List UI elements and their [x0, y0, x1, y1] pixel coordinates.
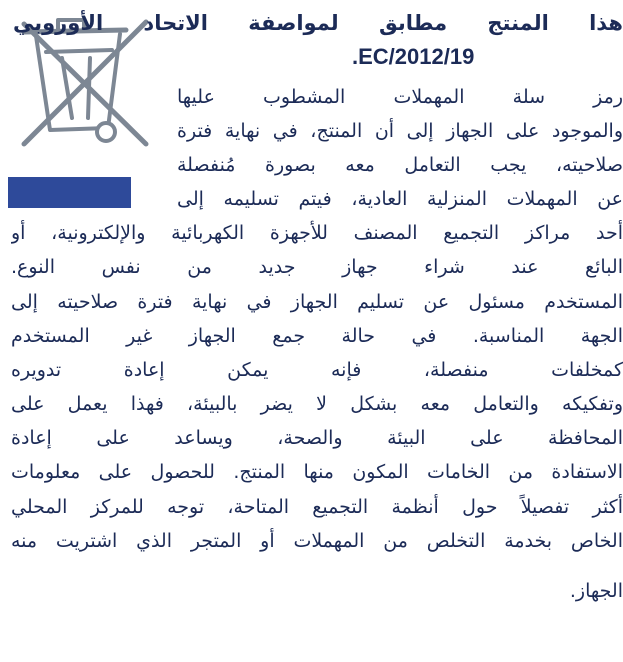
text-line-4: عن المهملات المنزلية العادية، فيتم تسليمه إلى — [177, 188, 623, 210]
text-line-1: رمز سلة المهملات المشطوب عليها — [177, 86, 623, 108]
text-line-8: الجهة المناسبة. في حالة جمع الجهاز غير المستخدم — [11, 325, 623, 347]
text-line-7: المستخدم مسئول عن تسليم الجهاز في نهاية فترة صلاحيته إلى — [11, 291, 623, 313]
text-line-13: أكثر تفصيلاً حول أنظمة التجميع المتاحة، توجه للمركز المحلي — [11, 496, 623, 518]
text-line-11: المحافظة على البيئة والصحة، ويساعد على إعادة — [11, 427, 623, 449]
text-line-6: البائع عند شراء جهاز جديد من نفس النوع. — [11, 256, 623, 278]
text-line-12: الاستفادة من الخامات المكون منها المنتج. للحصول على معلومات — [11, 461, 623, 483]
weee-symbol — [6, 12, 171, 208]
text-line-2: والموجود على الجهاز إلى أن المنتج، في نهاية فترة — [177, 120, 623, 142]
text-line-5: أحد مراكز التجميع المصنف للأجهزة الكهربائية والإلكترونية، أو — [11, 222, 623, 244]
separation-bar — [8, 177, 131, 208]
text-line-9: كمخلفات منفصلة، فإنه يمكن إعادة تدويره — [11, 359, 623, 381]
text-line-3: صلاحيته، يجب التعامل معه بصورة مُنفصلة — [177, 154, 623, 176]
heading-line: هذا المنتج مطابق لمواصفة الاتحاد الأوروبي — [13, 11, 623, 35]
directive-code: .EC/2012/19 — [352, 44, 475, 69]
text-line-15: الجهاز. — [569, 580, 623, 602]
text-line-14: الخاص بخدمة التخلص من المهملات أو المتجر الذي اشتريت منه — [11, 530, 623, 552]
text-line-10: وتفكيكه والتعامل معه بشكل لا يضر بالبيئة، فهذا يعمل على — [11, 393, 623, 415]
